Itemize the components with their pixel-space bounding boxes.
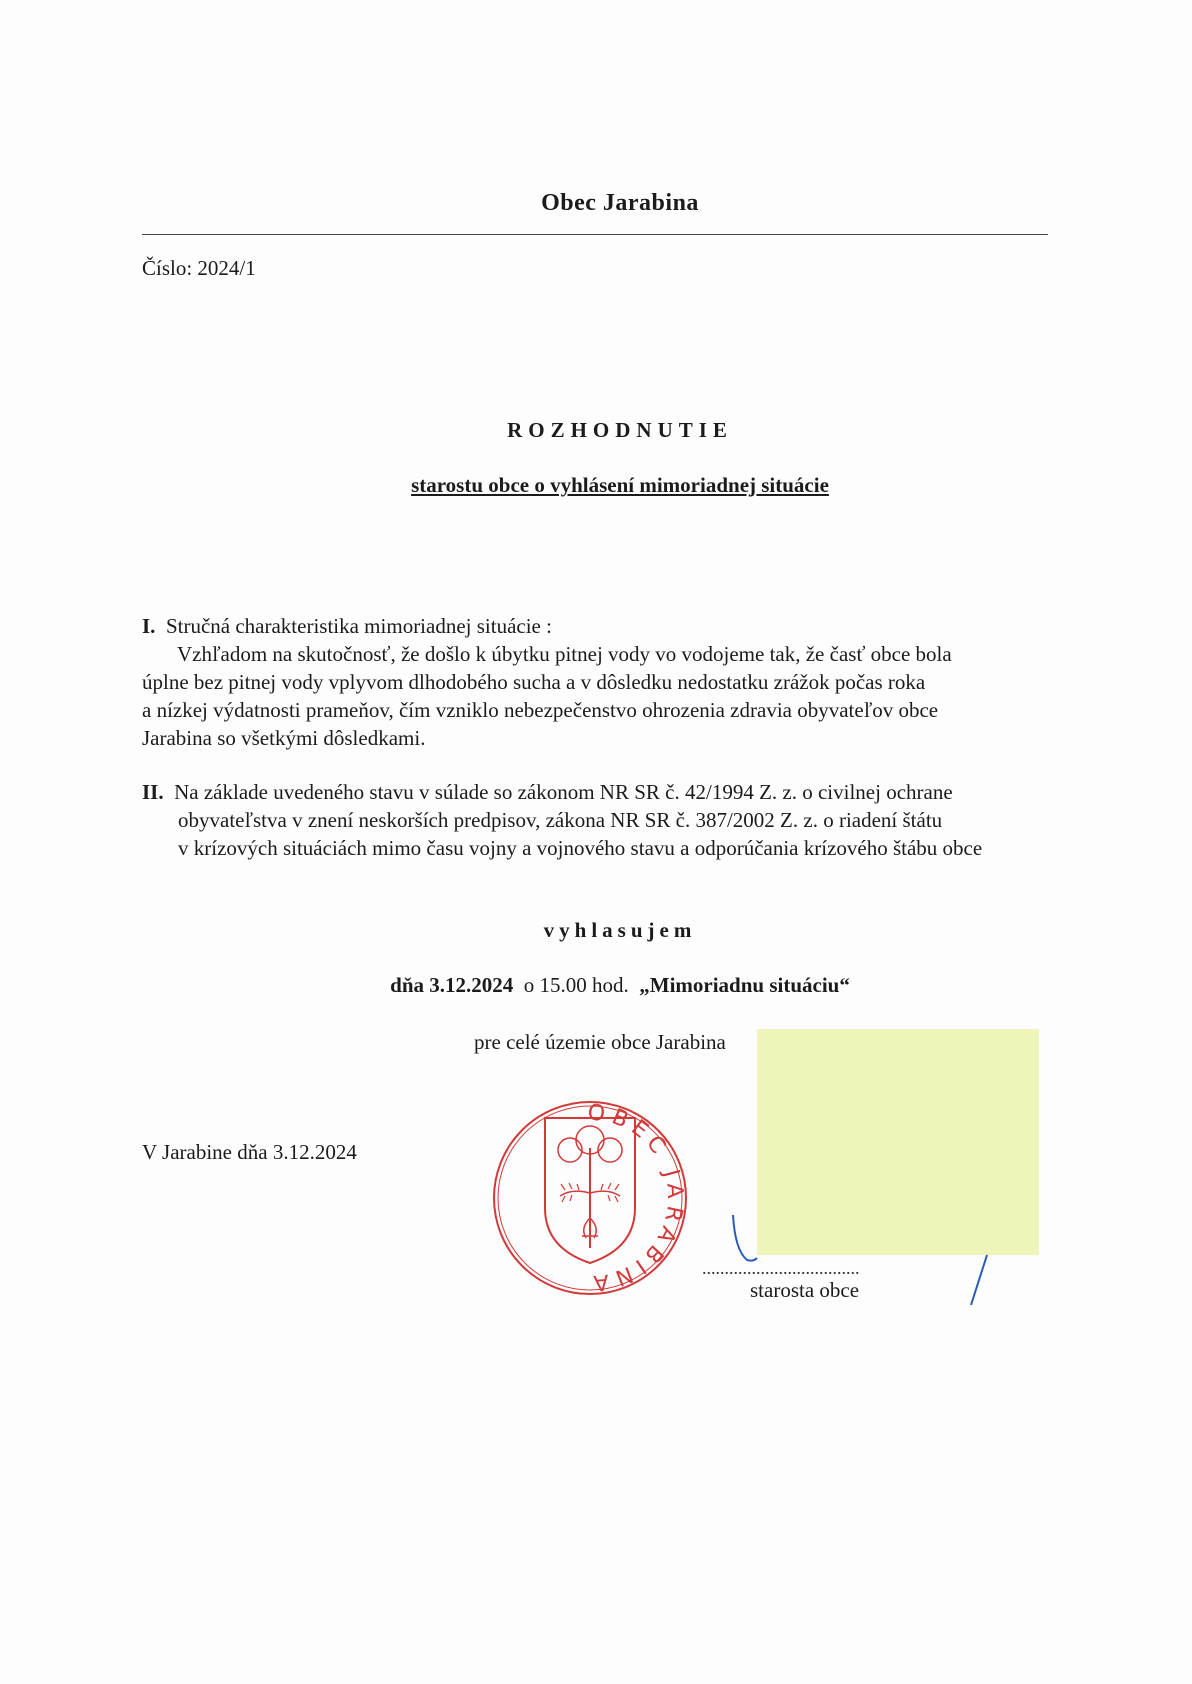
section-2-line: obyvateľstva v znení neskorších predpisov, zákona NR SR č. 387/2002 Z. z. o riadení štátu (178, 808, 943, 832)
declaration-time: o 15.00 hod. (523, 973, 629, 997)
section-2-line: Na základe uvedeného stavu v súlade so zákonom NR SR č. 42/1994 Z. z. o civilnej ochrane (174, 780, 953, 804)
declaration-line (0, 973, 1192, 998)
section-2-body (178, 806, 1118, 862)
section-1-line: úplne bez pitnej vody vplyvom dlhodobého sucha a v dôsledku nedostatku zrážok počas roka (142, 670, 926, 694)
svg-text:OBEC JARABINA (586, 1100, 687, 1295)
section-2-number: II. (142, 780, 164, 804)
section-1-heading (142, 612, 552, 640)
section-1-title: Stručná charakteristika mimoriadnej situácie : (165, 614, 552, 638)
section-2-line: v krízových situáciách mimo času vojny a vojnového stavu a odporúčania krízového štábu obce (178, 836, 983, 860)
section-1-line: Vzhľadom na skutočnosť, že došlo k úbytku pitnej vody vo vodojeme tak, že časť obce bola (177, 642, 952, 666)
municipality-heading: Obec Jarabina (541, 190, 699, 216)
official-stamp (490, 1098, 690, 1303)
header-divider (142, 234, 1048, 235)
signature-line: ................................... (702, 1258, 860, 1278)
document-number: Číslo: 2024/1 (142, 256, 256, 280)
stamp-seal-icon (490, 1098, 690, 1298)
declaration-date: dňa 3.12.2024 (390, 973, 514, 997)
section-1-line: a nízkej výdatnosti prameňov, čím vzniklo nebezpečenstvo ohrozenia zdravia obyvateľov obce (142, 698, 939, 722)
section-2-heading (142, 778, 953, 806)
document-title: ROZHODNUTIE (507, 418, 733, 442)
declaration-subject: „Mimoriadnu situáciu“ (639, 973, 850, 997)
declaration-verb: vyhlasujem (543, 918, 697, 942)
document-subtitle: starostu obce o vyhlásení mimoriadnej situácie (411, 473, 829, 497)
place-and-date: V Jarabine dňa 3.12.2024 (142, 1140, 357, 1164)
section-1-line: Jarabina so všetkými dôsledkami. (142, 726, 426, 750)
redaction-note (757, 1029, 1039, 1255)
stamp-text: OBEC JARABINA (586, 1100, 688, 1296)
signature-stroke-icon (965, 1250, 995, 1315)
section-1-number: I. (142, 614, 156, 638)
signatory-title: starosta obce (750, 1278, 860, 1302)
section-1-body (142, 640, 1082, 752)
territory-statement: pre celé územie obce Jarabina (474, 1030, 726, 1054)
